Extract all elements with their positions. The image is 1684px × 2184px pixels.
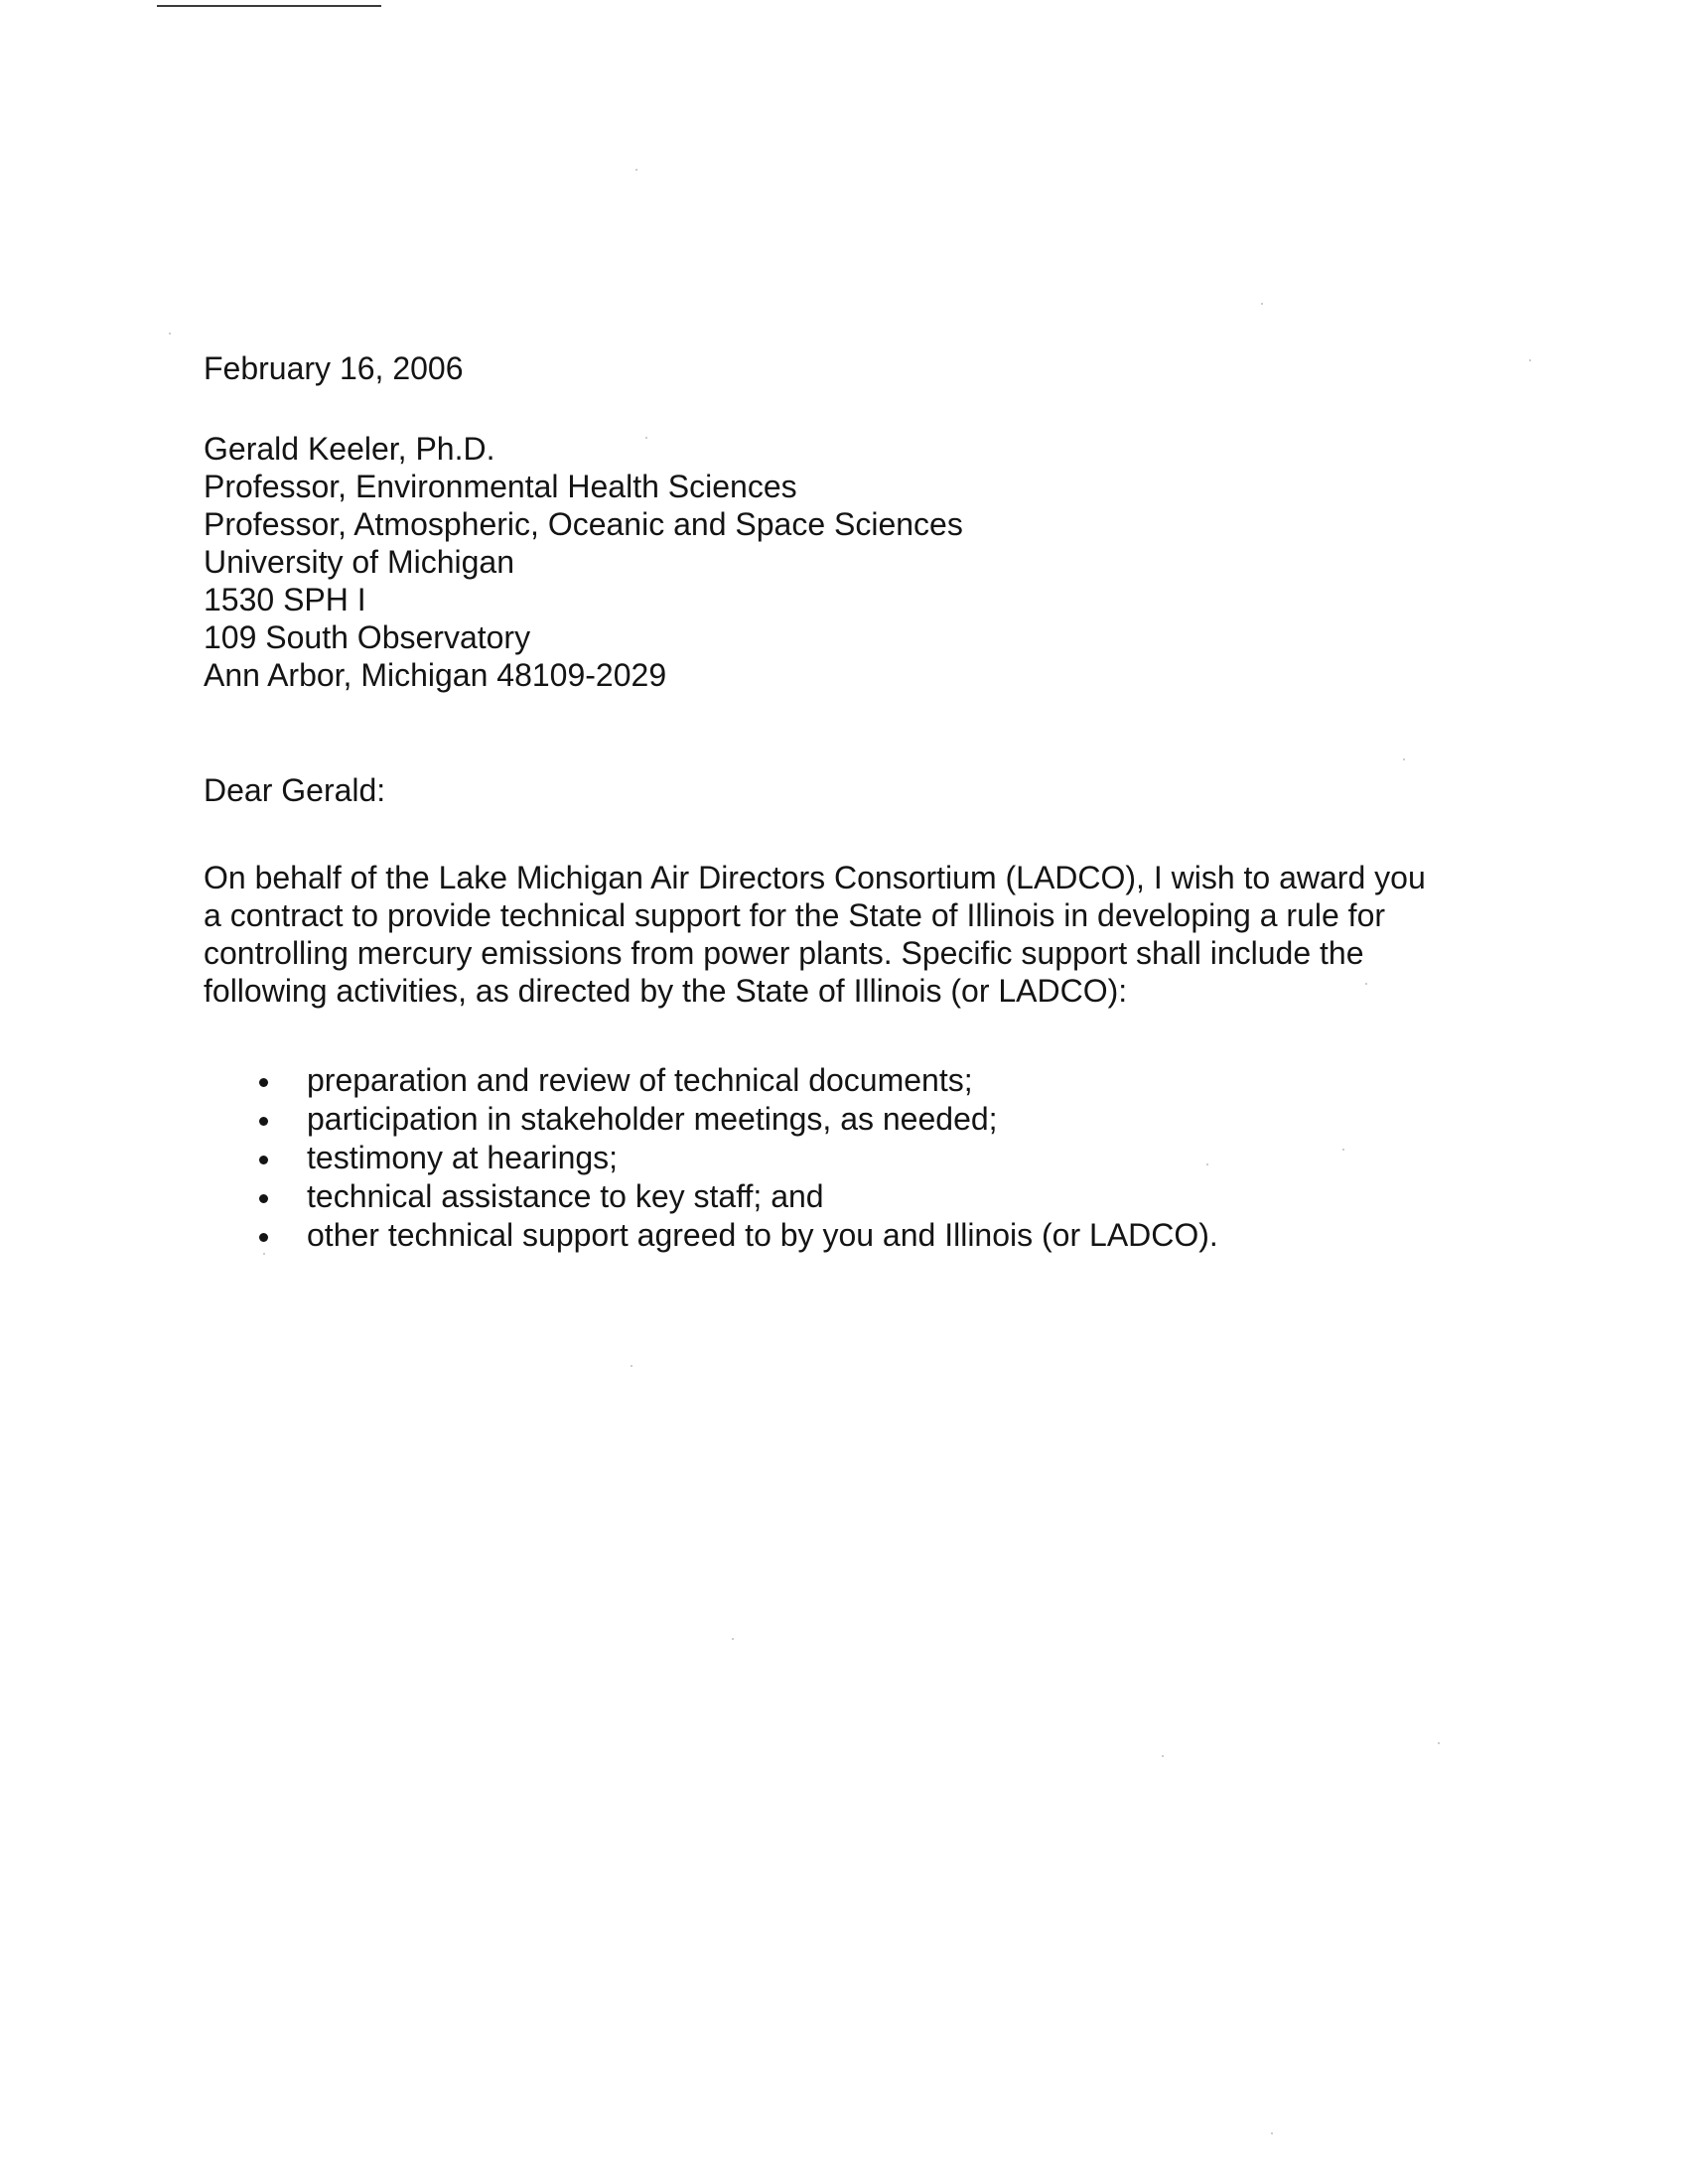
scan-speck <box>1162 1755 1164 1757</box>
list-item <box>204 1061 1494 1100</box>
recipient-city: Ann Arbor, Michigan 48109-2029 <box>204 657 667 693</box>
salutation: Dear Gerald: <box>204 772 386 808</box>
top-rule <box>157 5 381 7</box>
list-item-text: preparation and review of technical documents; <box>307 1062 973 1098</box>
list-item <box>204 1177 1494 1216</box>
bullet-icon <box>259 1078 268 1087</box>
list-item-text: other technical support agreed to by you and Illinois (or LADCO). <box>307 1217 1218 1253</box>
bullet-icon <box>259 1233 268 1242</box>
scan-speck <box>631 1365 632 1367</box>
bullet-icon <box>259 1117 268 1126</box>
scan-speck <box>635 169 637 171</box>
scan-speck <box>1438 1742 1440 1744</box>
bullet-icon <box>259 1194 268 1203</box>
recipient-title-2: Professor, Atmospheric, Oceanic and Space Sciences <box>204 506 963 542</box>
list-item-text: testimony at hearings; <box>307 1140 619 1175</box>
letter-body <box>204 349 1494 1255</box>
recipient-address <box>204 430 1494 694</box>
list-item-text: participation in stakeholder meetings, as needed; <box>307 1101 998 1137</box>
recipient-title-1: Professor, Environmental Health Sciences <box>204 469 797 504</box>
letter-date: February 16, 2006 <box>204 350 464 386</box>
recipient-name: Gerald Keeler, Ph.D. <box>204 431 495 467</box>
scan-speck <box>1529 359 1531 361</box>
recipient-institution: University of Michigan <box>204 544 514 580</box>
list-item <box>204 1139 1494 1177</box>
recipient-street: 109 South Observatory <box>204 619 531 655</box>
scan-speck <box>1261 303 1263 305</box>
activities-list <box>204 1061 1494 1255</box>
scan-speck <box>1271 2132 1273 2134</box>
list-item <box>204 1100 1494 1139</box>
bullet-icon <box>259 1156 268 1164</box>
list-item <box>204 1216 1494 1255</box>
list-item-text: technical assistance to key staff; and <box>307 1178 824 1214</box>
recipient-room: 1530 SPH I <box>204 582 366 617</box>
scan-speck <box>732 1638 734 1640</box>
scan-speck <box>169 333 171 335</box>
body-paragraph: On behalf of the Lake Michigan Air Directors Consortium (LADCO), I wish to award you a contract to provide technical support for the State of Illinois in developing a rule for controlling mercury emissions from power plants. Specific support shall include the following activities, as directed by the State of Illinois (or LADCO): <box>204 860 1426 1009</box>
